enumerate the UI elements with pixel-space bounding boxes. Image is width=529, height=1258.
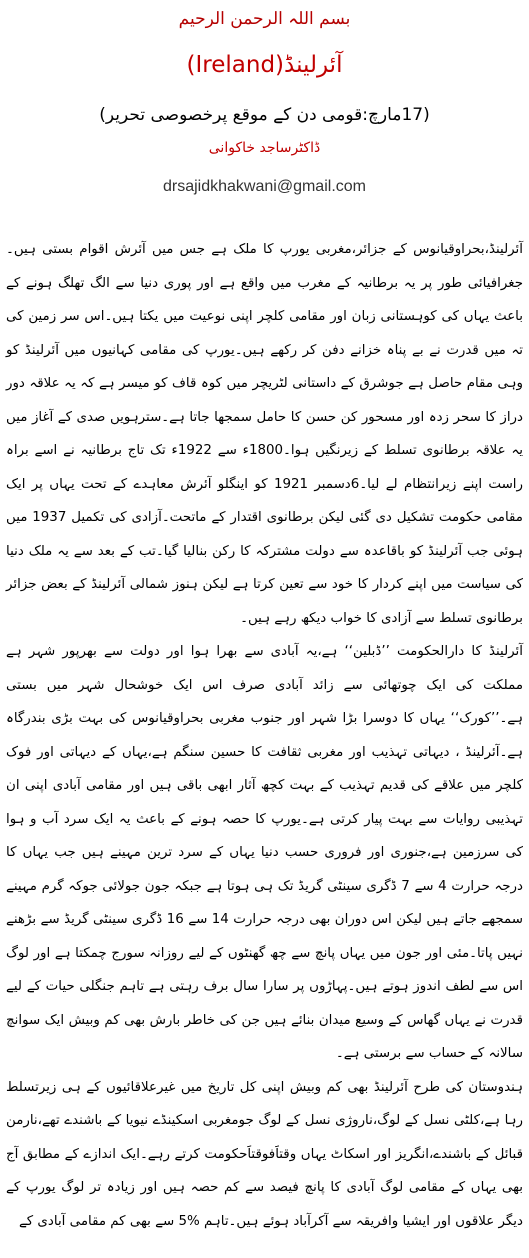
article-body [6,233,523,1238]
author-name: ڈاکٹرساجد خاکوانی [208,140,321,156]
bismillah-heading: بسم اللہ الرحمن الرحیم [178,9,351,29]
article-title: آئرلینڈ(Ireland) [186,52,343,78]
paragraph: آئرلینڈ،بحراوقیانوس کے جزائر،مغربی یورپ کا ملک ہے جس میں آئرش اقوام بستی ہیں۔جغرافیائی طور پر یہ برطانیہ کے مغرب میں واقع ہے اور پوری دنیا سے الگ تھلگ ہونے کے باعث یہاں کی کوہستانی زبان اور مقامی کلچر اپنی نوعیت میں یکتا ہیں۔اس سر زمین کی تہ میں قدرت نے بے پناہ خزانے دفن کر رکھے ہیں۔یورپ کی مقامی کہانیوں میں آئرلینڈ کو وہی مقام حاصل ہے جوشرق کے داستانی لٹریچر میں کوہ قاف کو میسر ہے کہ یہ علاقہ دور دراز کا سحر زدہ اور مسحور کن حسن کا حامل سمجھا جاتا ہے۔سترہویں صدی کے آغاز میں یہ علاقہ برطانوی تسلط کے زیرنگیں ہوا۔1800ء سے 1922ء تک تاج برطانیہ نے اسے براہ راست اپنے زیرانتظام لے لیا۔6دسمبر 1921 کو اینگلو آئرش معاہدے کے تحت یہاں پر ایک مقامی حکومت تشکیل دی گئی لیکن برطانوی اقتدار کے ماتحت۔آزادی کی تکمیل 1937 میں ہوئی جب آئرلینڈ کو باقاعدہ سے دولت مشترکہ کا رکن بنالیا گیا۔تب کے بعد سے یہ ملک دنیا کی سیاست میں اپنے کردار کا خود سے تعین کرتا ہے لیکن ہنوز شمالی آئرلینڈ کے بعض جزائر برطانوی تسلط سے آزادی کا خواب دیکھ رہے ہیں۔ [6,242,523,626]
paragraph: آئرلینڈ کا دارالحکومت ’’ڈبلین‘‘ ہے،یہ آبادی سے بھرا ہوا اور دولت سے بھرپور شہر ہے مملکت کی ایک چوتھائی سے زائد آبادی صرف اس ایک خوشحال شہر میں بستی ہے۔’’کورک‘‘ یہاں کا دوسرا بڑا شہر اور جنوب مغربی بحراوقیانوس کی بہت بڑی بندرگاہ ہے۔آئرلینڈ ، دیہاتی تہذیب اور مغربی ثقافت کا حسین سنگم ہے،یہاں کے دیہاتی اور فوک کلچر میں علاقے کی قدیم تہذیب کے بہت کچھ آثار ابھی باقی ہیں اور مقامی آبادی اپنی ان تہذیبی روایات سے بہت پیار کرتی ہے۔یورپ کا حصہ ہونے کے باعث یہ ایک سرد آب و ہوا کی سرزمین ہے،جنوری اور فروری حسب دنیا یہاں کے سرد ترین مہینے ہیں جب یہاں کا درجہ حرارت 4 سے 7 ڈگری سینٹی گریڈ تک ہی ہوتا ہے جبکہ جون جولائی جوکہ گرم مہینے سمجھے جاتے ہیں لیکن اس دوران بھی درجہ حرارت 14 سے 16 ڈگری سینٹی گریڈ سے بڑھنے نہیں پاتا۔مئی اور جون میں یہاں پانچ سے چھ گھنٹوں کے لیے روزانہ سورج چمکتا ہے اور لوگ اس سے لطف اندوز ہوتے ہیں۔پہاڑوں پر سارا سال برف رہتی ہے تاہم جنگلی حیات کے لیے قدرت نے یہاں گھاس کے وسیع میدان بنائے ہیں جن کی خاطر بارش بھی کم وبیش ایک سوانچ سالانہ کے حساب سے برستی ہے۔ [6,644,523,1061]
author-email: drsajidkhakwani@gmail.com [163,178,366,195]
paragraph: ہندوستان کی طرح آئرلینڈ بھی کم وبیش اپنی کل تاریخ میں غیرعلاقائیوں کے ہی زیرتسلط رہا ہے،کلٹی نسل کے لوگ،ناروژی نسل کے لوگ جومغربی اسکینڈے نیویا کے باشندے تھے،نارمن قبائل کے باشندے،انگریز اور اسکاٹ یہاں وقتاََفوقتاََحکومت کرتے رہے۔ایک اندازے کے مطابق آج بھی یہاں کے مقامی لوگ آبادی کا پانچ فیصد سے کم حصہ ہیں اور زیادہ تر لوگ یورپ کے دیگر علاقوں اور ایشیا وافریقہ سے آکرآباد ہوئے ہیں۔تاہم %5 سے بھی کم مقامی آبادی کے [6,1079,523,1229]
article-subtitle: (17مارچ:قومی دن کے موقع پرخصوصی تحریر) [99,105,430,125]
